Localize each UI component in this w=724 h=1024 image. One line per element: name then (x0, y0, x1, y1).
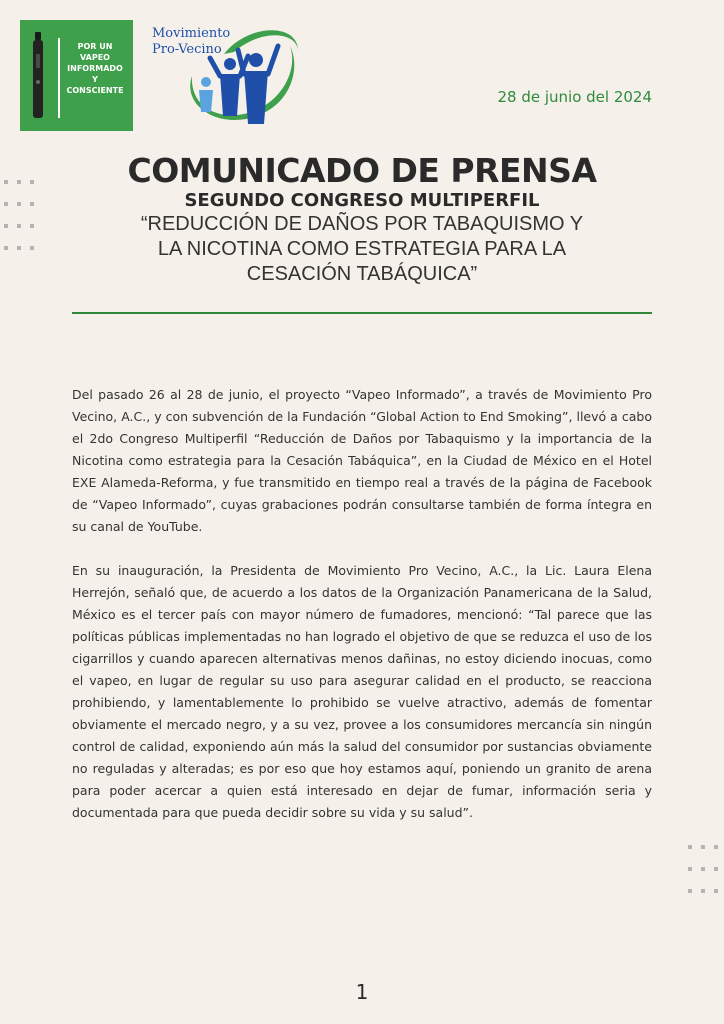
badge-divider (58, 38, 60, 118)
heading-block (72, 152, 652, 287)
badge-line: Y (92, 75, 98, 84)
section-divider (72, 312, 652, 314)
badge-line: CONSCIENTE (66, 86, 124, 95)
paragraph: En su inauguración, la Presidenta de Movimiento Pro Vecino, A.C., la Lic. Laura Elena Herrejón, señaló que, de acuerdo a los datos de la Organización Panamericana de la Salud, México es el tercer país con mayor número de fumadores, mencionó: “Tal parece que las políticas públicas implementadas no han logrado el objetivo de que se reduzca el uso de los cigarrillos y cuando aparecen alternativas menos dañinas, no estoy diciendo inocuas, como el vapeo, en lugar de regular su uso para asegurar calidad en el producto, se reacciona prohibiendo, y lamentablemente lo prohibido se vuelve atractivo, además de fomentar obviamente el mercado negro, y a su vez, provee a los consumidores mercancía sin ningún control de calidad, exponiendo aún más la salud del consumidor por sustancias obviamente no reguladas y alteradas; es por eso que hoy estamos aquí, poniendo un granito de arena para poder acercar a quien está interesado en dejar de fumar, información seria y documentada para que pueda decidir sobre su vida y su salud”. (72, 563, 652, 820)
theme-line: CESACIÓN TABÁQUICA” (246, 263, 478, 285)
press-release-date: 28 de junio del 2024 (497, 88, 652, 106)
decorative-dots-right (688, 845, 718, 911)
campaign-badge (20, 20, 133, 131)
page-title: COMUNICADO DE PRENSA (127, 151, 597, 190)
logo-text-line1: Movimiento (152, 26, 231, 41)
vape-device-icon (30, 32, 46, 122)
page-subtitle: SEGUNDO CONGRESO MULTIPERFIL (184, 190, 540, 211)
badge-line: POR UN (77, 42, 113, 51)
theme-line: LA NICOTINA COMO ESTRATEGIA PARA LA (157, 238, 567, 260)
page-number: 1 (355, 980, 369, 1004)
badge-line: VAPEO (80, 53, 110, 62)
badge-text (61, 41, 129, 96)
theme-line: “REDUCCIÓN DE DAÑOS POR TABAQUISMO Y (140, 213, 584, 235)
movimiento-pro-vecino-logo (152, 16, 302, 132)
decorative-dots-left (4, 180, 34, 268)
logo-text-line2: Pro-Vecino (152, 42, 222, 57)
paragraph: Del pasado 26 al 28 de junio, el proyecto “Vapeo Informado”, a través de Movimiento Pro Vecino, A.C., y con subvención de la Fundación “Global Action to End Smoking”, llevó a cabo el 2do Congreso Multiperfil “Reducción de Daños por Tabaquismo y la importancia de la Nicotina como estrategia para la Cesación Tabáquica”, en la Ciudad de México en el Hotel EXE Alameda-Reforma, y fue transmitido en tiempo real a través de la página de Facebook de “Vapeo Informado”, cuyas grabaciones podrán consultarse también de forma íntegra en su canal de YouTube. (72, 387, 652, 534)
badge-line: INFORMADO (67, 64, 123, 73)
body-text (72, 384, 652, 846)
